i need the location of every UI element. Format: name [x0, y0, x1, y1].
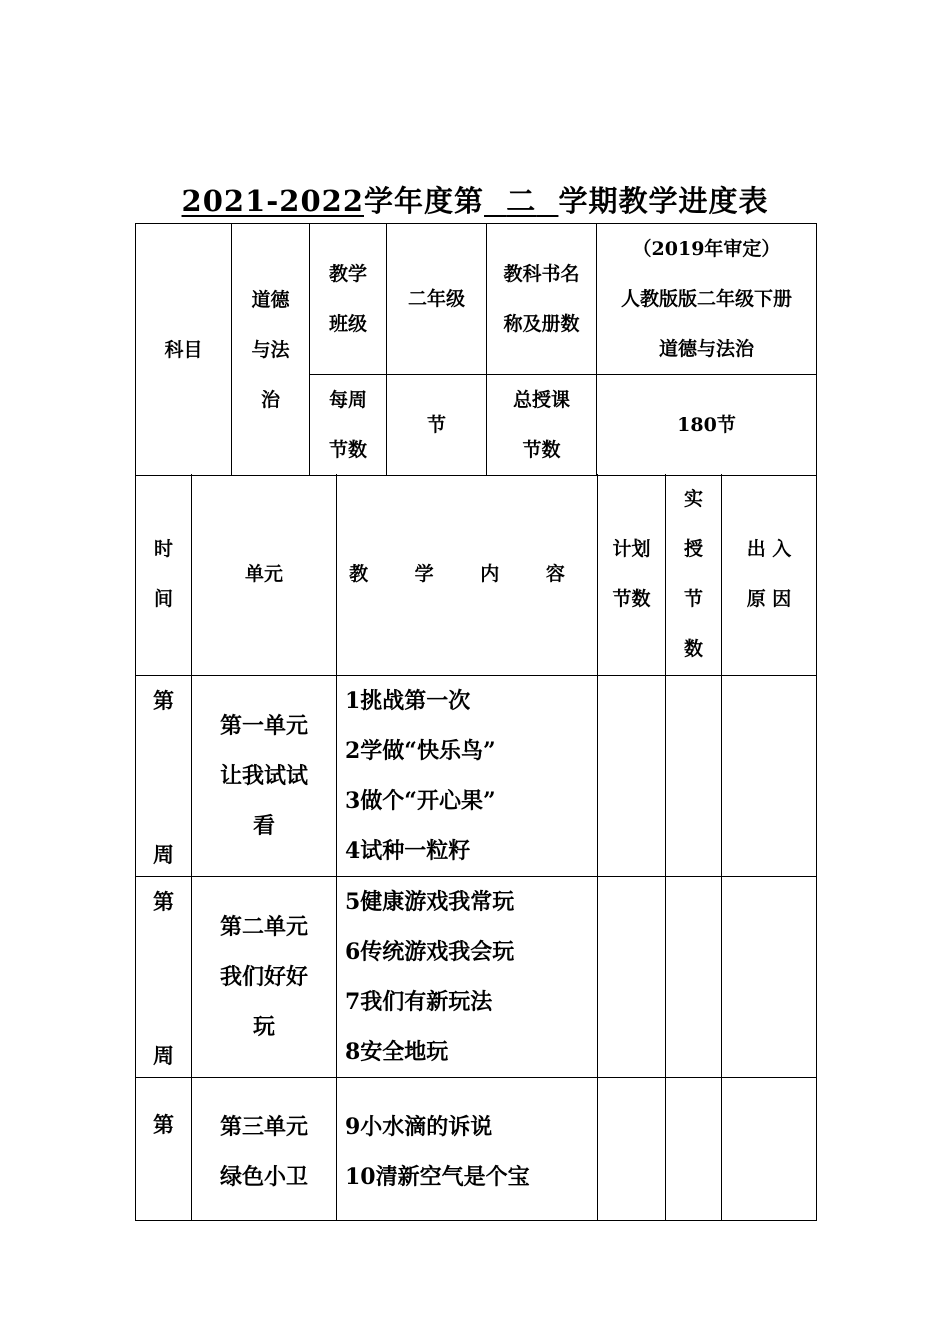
list-item: 3做个“开心果” — [345, 787, 496, 814]
header-plan: 计划 节数 — [598, 474, 666, 675]
table-row — [136, 675, 817, 876]
subject-value: 道德 与法 治 — [232, 224, 310, 476]
header-reason: 出 入 原 因 — [722, 474, 817, 675]
title-middle: 学年度第 — [364, 184, 485, 218]
list-item: 2学做“快乐鸟” — [345, 737, 496, 764]
actual-cell — [666, 876, 722, 1077]
lesson-list — [337, 675, 598, 876]
header-content: 教 学 内 容 — [337, 474, 598, 675]
table-row — [136, 1077, 817, 1220]
list-item: 1挑战第一次 — [345, 687, 471, 714]
unit-cell: 第二单元 我们好好 玩 — [192, 876, 337, 1077]
header-time: 时 间 — [136, 474, 192, 675]
list-item: 6传统游戏我会玩 — [345, 938, 515, 965]
book-value: （2019年审定） 人教版版二年级下册 道德与法治 — [597, 224, 817, 375]
class-label: 教学 班级 — [310, 224, 387, 375]
weekly-value: 节 — [387, 375, 487, 476]
subject-label: 科目 — [136, 224, 232, 476]
unit-cell: 第一单元 让我试试 看 — [192, 675, 337, 876]
info-table — [135, 223, 817, 476]
plan-cell — [598, 876, 666, 1077]
reason-cell — [722, 1077, 817, 1220]
list-item: 8安全地玩 — [345, 1038, 449, 1065]
list-item: 4试种一粒籽 — [345, 837, 471, 864]
title-year: 2021-2022 — [181, 184, 364, 218]
list-item: 10清新空气是个宝 — [345, 1163, 530, 1190]
weekly-label: 每周 节数 — [310, 375, 387, 476]
plan-cell — [598, 1077, 666, 1220]
title-end: 学期教学进度表 — [558, 184, 769, 218]
unit-cell: 第三单元 绿色小卫 — [192, 1077, 337, 1220]
week-cell: 第 周 — [136, 876, 192, 1077]
list-item: 5健康游戏我常玩 — [345, 888, 515, 915]
week-cell: 第 — [136, 1077, 192, 1220]
schedule-header-row — [136, 474, 817, 675]
list-item: 7我们有新玩法 — [345, 988, 493, 1015]
lesson-list — [337, 1077, 598, 1220]
reason-cell — [722, 675, 817, 876]
schedule-table — [135, 474, 817, 1221]
class-value: 二年级 — [387, 224, 487, 375]
header-actual: 实 授 节 数 — [666, 474, 722, 675]
actual-cell — [666, 1077, 722, 1220]
book-label: 教科书名 称及册数 — [487, 224, 597, 375]
week-cell: 第 周 — [136, 675, 192, 876]
page-title — [0, 181, 950, 221]
actual-cell — [666, 675, 722, 876]
lesson-list — [337, 876, 598, 1077]
list-item: 9小水滴的诉说 — [345, 1113, 493, 1140]
reason-cell — [722, 876, 817, 1077]
title-term: 二 — [506, 184, 537, 218]
plan-cell — [598, 675, 666, 876]
table-row — [136, 876, 817, 1077]
header-unit: 单元 — [192, 474, 337, 675]
total-label: 总授课 节数 — [487, 375, 597, 476]
total-value: 180节 — [597, 375, 817, 476]
